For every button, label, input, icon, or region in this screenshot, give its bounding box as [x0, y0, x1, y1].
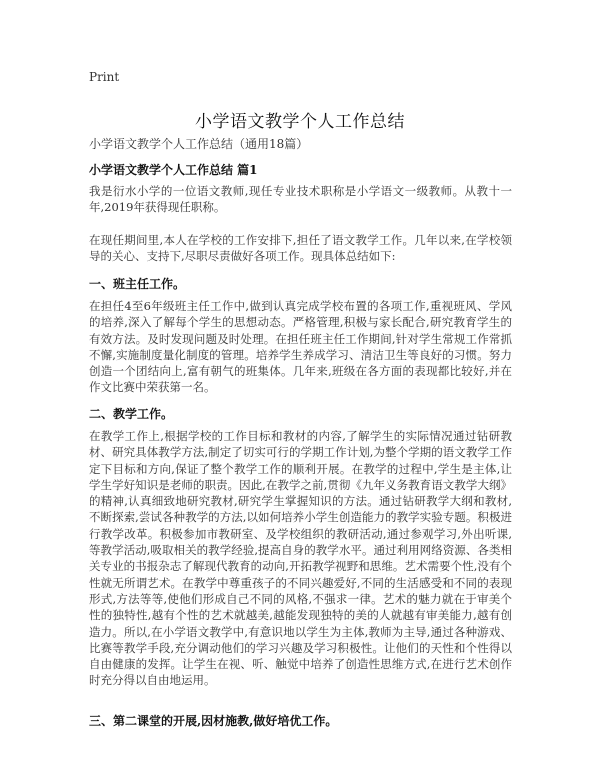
heading-teaching-work: 二、教学工作。 — [89, 407, 174, 421]
paragraph-overview: 在现任期间里,本人在学校的工作安排下,担任了语文教学工作。几年以来,在学校领导的关心、支持下,尽职尽责做好各项工作。现具体总结如下: — [89, 233, 512, 264]
page-title: 小学语文教学个人工作总结 — [195, 112, 405, 133]
document-subtitle: 小学语文教学个人工作总结（通用18篇） — [89, 137, 309, 151]
heading-second-classroom: 三、第二课堂的开展,因材施教,做好培优工作。 — [89, 714, 338, 728]
paragraph-teaching-work: 在教学工作上,根据学校的工作目标和教材的内容,了解学生的实际情况通过钻研教材、研究具体教学方法,制定了切实可行的学期工作计划,为整个学期的语文教学工作定下目标和方向,保证了整个教学工作的顺利开展。在教学的过程中,学生是主体,让学生学好知识是老师的职责。因此,在教学之前,贯彻《九年义务教育语文教学大纲》的精神,认真细致地研究教材,研究学生掌握知识的方法。通过钻研教学大纲和教材,不断探索,尝试各种教学的方法,以如何培养小学生创造能力的教学实验专题。积极进行教学改革。积极参加市教研室、及学校组织的教研活动,通过参观学习,外出听课,等教学活动,吸取相关的教学经验,提高自身的教学水平。通过利用网络资源、各类相关专业的书报杂志了解现代教育的动向,开拓教学视野和思维。艺术需要个性,没有个性就无所谓艺术。在教学中尊重孩子的不同兴趣爱好,不同的生活感受和不同的表现形式,方法等等,使他们形成自己不同的风格,不强求一律。艺术的魅力就在于审美个性的独特性,越有个性的艺术就越美,越能发现独特的美的人就越有审美能力,越有创造力。所以,在小学语文教学中,有意识地以学生为主体,教师为主导,通过各种游戏、比赛等教学手段,充分调动他们的学习兴趣及学习积极性。让他们的天性和个性得以自由健康的发挥。让学生在视、听、触觉中培养了创造性思维方式,在进行艺术创作时充分得以自由地运用。 — [89, 429, 512, 688]
paragraph-intro: 我是衍水小学的一位语文教师,现任专业技术职称是小学语文一级教师。从教十一年,2019年获得现任职称。 — [89, 184, 512, 215]
heading-class-teacher-work: 一、班主任工作。 — [89, 277, 186, 291]
print-label[interactable]: Print — [89, 70, 120, 84]
paragraph-class-teacher-work: 在担任4至6年级班主任工作中,做到认真完成学校布置的各项工作,重视班风、学风的培养,深入了解每个学生的思想动态。严格管理,积极与家长配合,研究教育学生的有效方法。及时发现问题及时处理。在担任班主任工作期间,针对学生常规工作常抓不懈,实施制度量化制度的管理。培养学生养成学习、清洁卫生等良好的习惯。努力创造一个团结向上,富有朝气的班集体。几年来,班级在各方面的表现都比较好,并在作文比赛中荣获第一名。 — [89, 299, 512, 395]
section-title: 小学语文教学个人工作总结 篇1 — [89, 163, 258, 177]
